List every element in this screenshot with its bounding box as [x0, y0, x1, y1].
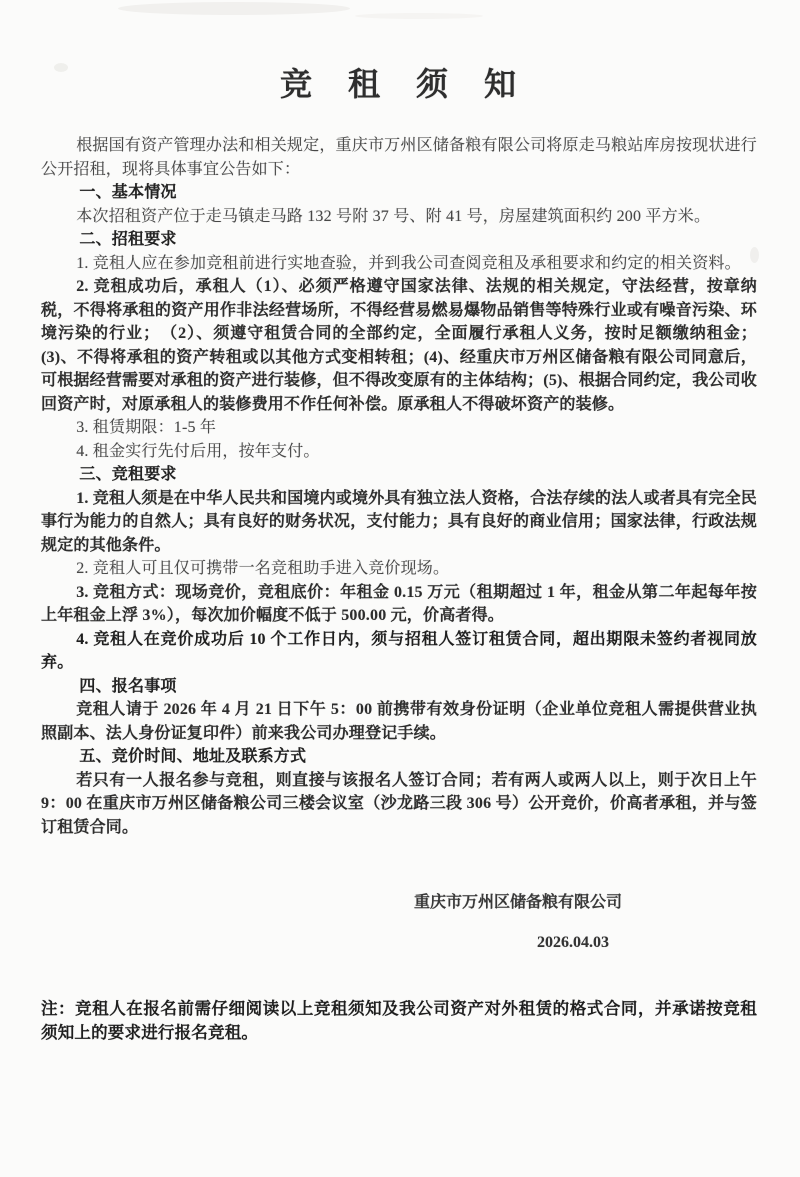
paragraph: 若只有一人报名参与竞租，则直接与该报名人签订合同；若有两人或两人以上，则于次日上午 9：00 在重庆市万州区储备粮公司三楼会议室（沙龙路三段 306 号）公开竞价，价高者承租，并与签订租赁合同。	[41, 771, 757, 836]
document-content	[41, 64, 757, 1045]
paragraph: 3. 租赁期限：1-5 年	[76, 419, 217, 436]
paragraph: 1. 竞租人应在参加竞租前进行实地查验，并到我公司查阅竞租及承租要求和约定的相关资料。	[76, 254, 741, 272]
paragraph: 竞租人请于 2026 年 4 月 21 日下午 5：00 前携带有效身份证明（企业单位竞租人需提供营业执照副本、法人身份证复印件）前来我公司办理登记手续。	[41, 701, 757, 742]
scan-smudge	[118, 2, 350, 15]
note-paragraph: 注：竞租人在报名前需仔细阅读以上竞租须知及我公司资产对外租赁的格式合同，并承诺按竞租须知上的要求进行报名竞租。	[41, 999, 757, 1042]
section-heading-rental-requirements: 二、招租要求	[79, 231, 177, 248]
paragraph: 2. 竞租成功后，承租人（1）、必须严格遵守国家法律、法规的相关规定，守法经营，按章纳税，不得将承租的资产用作非法经营场所，不得经营易燃易爆物品销售等特殊行业或有噪音污染、环境污染的行业； （2）、须遵守租赁合同的全部约定，全面履行承租人义务，按时足额缴纳租金；(3)、不得将承租的资产转租或以其他方式变相转租；(4)、经重庆市万州区储备粮有限公司同意后，可根据经营需要对承租的资产进行装修，但不得改变原有的主体结构；(5)、根据合同约定，我公司收回资产时，对原承租人的装修费用不作任何补偿。原承租人不得破坏资产的装修。	[41, 278, 757, 413]
section-heading-basic-info: 一、基本情况	[79, 184, 177, 201]
paragraph: 1. 竞租人须是在中华人民共和国境内或境外具有独立法人资格，合法存续的法人或者具有完全民事行为能力的自然人；具有良好的财务状况，支付能力；具有良好的商业信用；国家法律，行政法规规定的其他条件。	[41, 489, 757, 554]
paragraph: 4. 租金实行先付后用，按年支付。	[76, 442, 320, 460]
paragraph: 本次招租资产位于走马镇走马路 132 号附 37 号、附 41 号，房屋建筑面积约 200 平方米。	[76, 207, 711, 225]
paragraph: 4. 竞租人在竞价成功后 10 个工作日内，须与招租人签订租赁合同，超出期限未签约者视同放弃。	[41, 630, 757, 671]
scan-smudge	[355, 13, 483, 19]
intro-paragraph: 根据国有资产管理办法和相关规定，重庆市万州区储备粮有限公司将原走马粮站库房按现状进行公开招租，现将具体事宜公告如下：	[41, 137, 757, 178]
document-title: 竞 租 须 知	[279, 66, 518, 102]
signature-company: 重庆市万州区储备粮有限公司	[413, 894, 622, 911]
section-heading-bidding-time-contact: 五、竞价时间、地址及联系方式	[79, 748, 307, 765]
section-heading-bidder-requirements: 三、竞租要求	[79, 466, 177, 483]
signature-block	[41, 891, 757, 955]
paragraph: 2. 竞租人可且仅可携带一名竞租助手进入竞价现场。	[76, 560, 450, 577]
section-heading-registration: 四、报名事项	[79, 677, 177, 695]
paragraph: 3. 竞租方式：现场竞价，竞租底价：年租金 0.15 万元（租期超过 1 年，租金从第二年起每年按上年租金上浮 3%），每次加价幅度不低于 500.00 元，价高者得。	[41, 583, 757, 624]
signature-date: 2026.04.03	[537, 934, 609, 951]
